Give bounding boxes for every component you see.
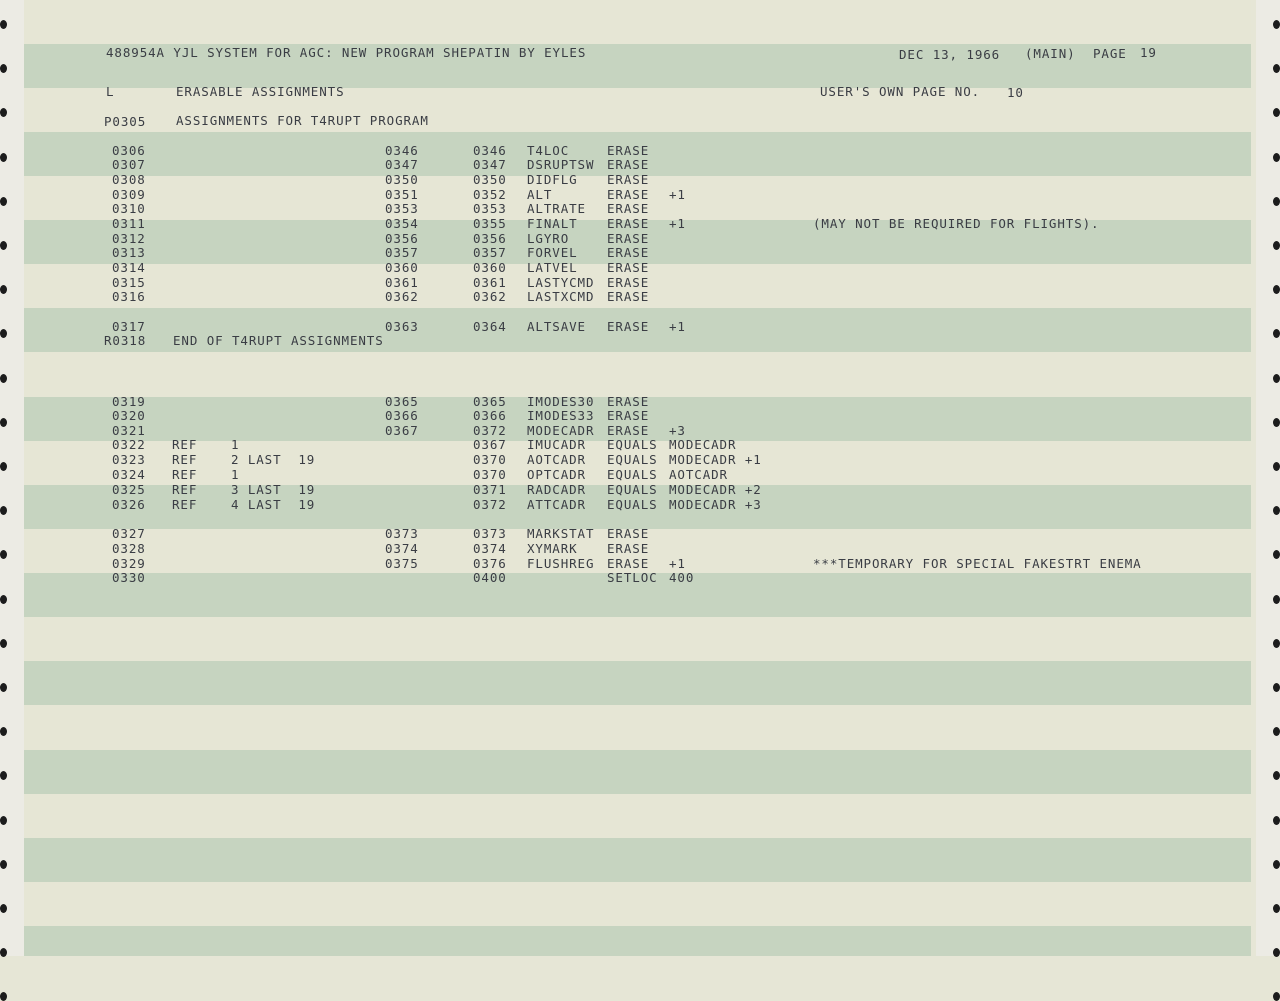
sprocket-hole xyxy=(1273,816,1280,825)
row-line: 0309 xyxy=(112,187,146,202)
row-line: 0325 xyxy=(112,482,146,497)
row-line: 0329 xyxy=(112,556,146,571)
row-loc: 0362 xyxy=(385,289,419,304)
row-op: ERASE xyxy=(607,143,650,158)
row-loc: 0347 xyxy=(385,157,419,172)
row-op: ERASE xyxy=(607,201,650,216)
row-comment: ***TEMPORARY FOR SPECIAL FAKESTRT ENEMA xyxy=(813,556,1142,571)
row-addr: 0361 xyxy=(473,275,507,290)
page-number: 19 xyxy=(1140,45,1157,60)
row-op: ERASE xyxy=(607,423,650,438)
row-loc: 0363 xyxy=(385,319,419,334)
row-label: MODECADR xyxy=(527,423,595,438)
row-line: 0317 xyxy=(112,319,146,334)
listing-section: (MAIN) xyxy=(1025,46,1076,61)
row-loc: 0375 xyxy=(385,556,419,571)
section-id: R0318 xyxy=(104,333,147,348)
row-label: RADCADR xyxy=(527,482,586,497)
row-addr: 0366 xyxy=(473,408,507,423)
sprocket-hole xyxy=(1273,462,1280,471)
sprocket-hole xyxy=(0,64,7,73)
row-line: 0319 xyxy=(112,394,146,409)
row-operand: MODECADR +1 xyxy=(669,452,762,467)
row-comment: (MAY NOT BE REQUIRED FOR FLIGHTS). xyxy=(813,216,1100,231)
row-addr: 0376 xyxy=(473,556,507,571)
row-line: 0330 xyxy=(112,570,146,585)
row-loc: 0353 xyxy=(385,201,419,216)
row-loc: 0351 xyxy=(385,187,419,202)
row-addr: 0372 xyxy=(473,497,507,512)
user-page-label: USER'S OWN PAGE NO. xyxy=(820,84,981,99)
row-label: IMUCADR xyxy=(527,437,586,452)
row-op: EQUALS xyxy=(607,482,658,497)
sprocket-hole xyxy=(0,816,7,825)
row-label: FINALT xyxy=(527,216,578,231)
row-line: 0308 xyxy=(112,172,146,187)
row-addr: 0364 xyxy=(473,319,507,334)
sprocket-hole xyxy=(0,374,7,383)
sprocket-hole xyxy=(1273,20,1280,29)
row-line: 0326 xyxy=(112,497,146,512)
sprocket-hole xyxy=(0,329,7,338)
sprocket-hole xyxy=(1273,329,1280,338)
row-label: DSRUPTSW xyxy=(527,157,595,172)
row-ref: REF 3 LAST 19 xyxy=(172,482,316,497)
row-op: ERASE xyxy=(607,216,650,231)
row-line: 0310 xyxy=(112,201,146,216)
row-op: ERASE xyxy=(607,526,650,541)
row-ref: REF 1 xyxy=(172,437,240,452)
row-loc: 0367 xyxy=(385,423,419,438)
row-addr: 0352 xyxy=(473,187,507,202)
greenbar-band xyxy=(24,926,1251,956)
row-op: ERASE xyxy=(607,289,650,304)
row-operand: +1 xyxy=(669,216,686,231)
row-op: ERASE xyxy=(607,319,650,334)
row-op: ERASE xyxy=(607,275,650,290)
row-op: ERASE xyxy=(607,541,650,556)
sprocket-hole xyxy=(0,904,7,913)
row-loc: 0356 xyxy=(385,231,419,246)
row-loc: 0361 xyxy=(385,275,419,290)
row-op: EQUALS xyxy=(607,437,658,452)
row-line: 0323 xyxy=(112,452,146,467)
row-loc: 0350 xyxy=(385,172,419,187)
row-op: ERASE xyxy=(607,260,650,275)
row-loc: 0354 xyxy=(385,216,419,231)
row-label: LASTYCMD xyxy=(527,275,595,290)
sprocket-hole xyxy=(1273,506,1280,515)
row-line: 0307 xyxy=(112,157,146,172)
row-line: 0322 xyxy=(112,437,146,452)
right-tractor-feed-strip xyxy=(1256,0,1280,956)
row-label: IMODES33 xyxy=(527,408,595,423)
row-addr: 0350 xyxy=(473,172,507,187)
sprocket-hole xyxy=(0,992,7,1001)
sprocket-hole xyxy=(0,20,7,29)
row-label: FLUSHREG xyxy=(527,556,595,571)
greenbar-band xyxy=(24,838,1251,882)
sprocket-hole xyxy=(0,285,7,294)
row-op: EQUALS xyxy=(607,467,658,482)
left-tractor-feed-strip xyxy=(0,0,24,956)
row-operand: MODECADR xyxy=(669,437,737,452)
sprocket-hole xyxy=(1273,241,1280,250)
row-label: LATVEL xyxy=(527,260,578,275)
row-operand: +1 xyxy=(669,319,686,334)
row-line: 0315 xyxy=(112,275,146,290)
sprocket-hole xyxy=(0,197,7,206)
row-line: 0316 xyxy=(112,289,146,304)
row-addr: 0374 xyxy=(473,541,507,556)
job-title: 488954A YJL SYSTEM FOR AGC: NEW PROGRAM SHEPATIN BY EYLES xyxy=(106,45,587,60)
sprocket-hole xyxy=(1273,727,1280,736)
row-label: LGYRO xyxy=(527,231,570,246)
row-operand: +3 xyxy=(669,423,686,438)
row-label: DIDFLG xyxy=(527,172,578,187)
sprocket-hole xyxy=(1273,595,1280,604)
printout-sheet xyxy=(24,0,1251,956)
sprocket-hole xyxy=(1273,992,1280,1001)
row-operand: 400 xyxy=(669,570,695,585)
sprocket-hole xyxy=(0,108,7,117)
row-loc: 0346 xyxy=(385,143,419,158)
sprocket-hole xyxy=(1273,860,1280,869)
row-addr: 0346 xyxy=(473,143,507,158)
sprocket-hole xyxy=(0,550,7,559)
row-addr: 0355 xyxy=(473,216,507,231)
section-text: END OF T4RUPT ASSIGNMENTS xyxy=(173,333,384,348)
row-addr: 0371 xyxy=(473,482,507,497)
row-addr: 0370 xyxy=(473,452,507,467)
row-line: 0328 xyxy=(112,541,146,556)
row-addr: 0353 xyxy=(473,201,507,216)
greenbar-band xyxy=(24,661,1251,705)
row-addr: 0372 xyxy=(473,423,507,438)
row-line: 0311 xyxy=(112,216,146,231)
row-loc: 0357 xyxy=(385,245,419,260)
sprocket-hole xyxy=(0,771,7,780)
row-operand: +1 xyxy=(669,556,686,571)
sprocket-hole xyxy=(1273,285,1280,294)
row-line: 0313 xyxy=(112,245,146,260)
row-loc: 0374 xyxy=(385,541,419,556)
row-line: 0306 xyxy=(112,143,146,158)
row-operand: MODECADR +3 xyxy=(669,497,762,512)
row-loc: 0365 xyxy=(385,394,419,409)
sprocket-hole xyxy=(0,462,7,471)
row-ref: REF 2 LAST 19 xyxy=(172,452,316,467)
greenbar-band xyxy=(24,750,1251,794)
row-label: T4LOC xyxy=(527,143,570,158)
page-label: PAGE xyxy=(1093,46,1127,61)
row-op: ERASE xyxy=(607,157,650,172)
row-label: ALTSAVE xyxy=(527,319,586,334)
sprocket-hole xyxy=(0,506,7,515)
row-label: AOTCADR xyxy=(527,452,586,467)
sprocket-hole xyxy=(1273,374,1280,383)
sprocket-hole xyxy=(1273,639,1280,648)
row-line: 0321 xyxy=(112,423,146,438)
row-label: LASTXCMD xyxy=(527,289,595,304)
sprocket-hole xyxy=(1273,197,1280,206)
row-addr: 0370 xyxy=(473,467,507,482)
row-ref: REF 1 xyxy=(172,467,240,482)
row-op: ERASE xyxy=(607,408,650,423)
row-label: FORVEL xyxy=(527,245,578,260)
sprocket-hole xyxy=(0,595,7,604)
row-op: SETLOC xyxy=(607,570,658,585)
row-addr: 0356 xyxy=(473,231,507,246)
row-op: ERASE xyxy=(607,231,650,246)
sprocket-hole xyxy=(1273,418,1280,427)
row-line: 0314 xyxy=(112,260,146,275)
sprocket-hole xyxy=(1273,683,1280,692)
row-op: ERASE xyxy=(607,556,650,571)
sprocket-hole xyxy=(0,860,7,869)
sprocket-hole xyxy=(0,153,7,162)
section-id: P0305 xyxy=(104,114,147,129)
row-operand: MODECADR +2 xyxy=(669,482,762,497)
row-op: ERASE xyxy=(607,172,650,187)
row-label: MARKSTAT xyxy=(527,526,595,541)
row-op: ERASE xyxy=(607,245,650,260)
row-operand: +1 xyxy=(669,187,686,202)
row-addr: 0357 xyxy=(473,245,507,260)
sprocket-hole xyxy=(0,727,7,736)
sprocket-hole xyxy=(1273,550,1280,559)
row-op: EQUALS xyxy=(607,452,658,467)
row-addr: 0362 xyxy=(473,289,507,304)
sprocket-hole xyxy=(0,418,7,427)
sprocket-hole xyxy=(0,683,7,692)
row-label: ALTRATE xyxy=(527,201,586,216)
sprocket-hole xyxy=(0,241,7,250)
row-label: ATTCADR xyxy=(527,497,586,512)
row-ref: REF 4 LAST 19 xyxy=(172,497,316,512)
row-addr: 0347 xyxy=(473,157,507,172)
row-label: IMODES30 xyxy=(527,394,595,409)
row-addr: 0365 xyxy=(473,394,507,409)
listing-flag: L xyxy=(106,84,115,99)
sprocket-hole xyxy=(1273,153,1280,162)
row-label: ALT xyxy=(527,187,553,202)
sprocket-hole xyxy=(1273,904,1280,913)
row-addr: 0367 xyxy=(473,437,507,452)
row-line: 0327 xyxy=(112,526,146,541)
row-op: ERASE xyxy=(607,187,650,202)
row-loc: 0366 xyxy=(385,408,419,423)
sprocket-hole xyxy=(1273,771,1280,780)
row-loc: 0373 xyxy=(385,526,419,541)
row-line: 0324 xyxy=(112,467,146,482)
row-op: EQUALS xyxy=(607,497,658,512)
row-label: XYMARK xyxy=(527,541,578,556)
row-loc: 0360 xyxy=(385,260,419,275)
sprocket-hole xyxy=(1273,64,1280,73)
section-heading: ERASABLE ASSIGNMENTS xyxy=(176,84,345,99)
row-line: 0320 xyxy=(112,408,146,423)
row-addr: 0360 xyxy=(473,260,507,275)
sprocket-hole xyxy=(0,639,7,648)
row-line: 0312 xyxy=(112,231,146,246)
row-op: ERASE xyxy=(607,394,650,409)
sprocket-hole xyxy=(1273,108,1280,117)
user-page-number: 10 xyxy=(1007,85,1024,100)
listing-date: DEC 13, 1966 xyxy=(899,47,1001,62)
row-addr: 0400 xyxy=(473,570,507,585)
row-operand: AOTCADR xyxy=(669,467,728,482)
row-addr: 0373 xyxy=(473,526,507,541)
section-text: ASSIGNMENTS FOR T4RUPT PROGRAM xyxy=(176,113,429,128)
row-label: OPTCADR xyxy=(527,467,586,482)
